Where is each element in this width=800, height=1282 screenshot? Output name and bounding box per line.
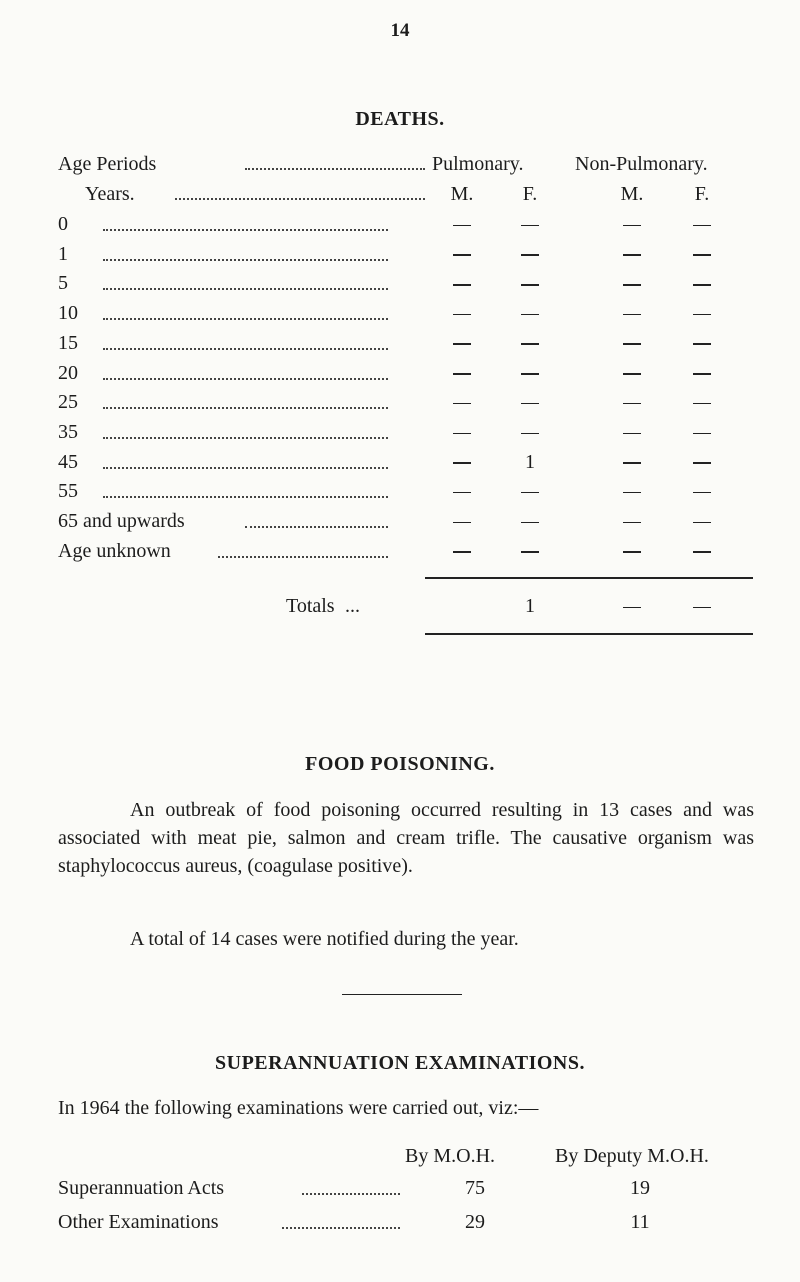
table-cell: 1 (525, 450, 535, 473)
years-header: Years. (85, 183, 135, 205)
dash-mark (623, 254, 641, 256)
dash-mark (693, 492, 711, 494)
leader-dots (103, 376, 388, 380)
dash-cell (682, 391, 722, 414)
age-period-label: 55 (58, 480, 78, 503)
totals-cell (682, 595, 722, 618)
totals-bottom-rule (425, 633, 753, 635)
deaths-title: DEATHS. (355, 108, 445, 130)
dash-mark (453, 254, 471, 256)
dash-mark (693, 551, 711, 553)
dash-cell (442, 451, 482, 474)
age-period-label: 25 (58, 391, 78, 414)
totals-cell (612, 595, 652, 618)
by-moh-header: By M.O.H. (405, 1145, 496, 1167)
dash-cell (442, 243, 482, 266)
dash-mark (453, 343, 471, 345)
dash-cell (612, 391, 652, 414)
sex-label-pulmonary-f: F. (522, 183, 538, 205)
by-deputy-header: By Deputy M.O.H. (555, 1145, 709, 1167)
exam-type-label: Other Examinations (58, 1211, 219, 1233)
leader-dots (245, 524, 388, 528)
age-period-label: 20 (58, 361, 78, 384)
dash-mark (521, 551, 539, 553)
dash-mark (453, 522, 471, 524)
dash-cell (682, 213, 722, 236)
dash-cell (442, 272, 482, 295)
dash-mark (521, 254, 539, 256)
age-period-label: 65 and upwards (58, 510, 185, 532)
moh-count: 29 (465, 1211, 485, 1233)
superannuation-title: SUPERANNUATION EXAMINATIONS. (215, 1052, 585, 1074)
totals-dots: ... (345, 595, 360, 617)
section-divider (342, 994, 462, 995)
non-pulmonary-header: Non-Pulmonary. (575, 153, 708, 175)
food-poisoning-total: A total of 14 cases were notified during the year. (130, 928, 519, 950)
dash-mark (453, 403, 471, 405)
dash-mark (693, 343, 711, 345)
dash-cell (442, 540, 482, 563)
dash-cell (442, 510, 482, 533)
dash-cell (682, 272, 722, 295)
dash-mark (521, 403, 539, 405)
leader-dots (103, 405, 388, 409)
dash-mark (623, 284, 641, 286)
dash-cell (510, 332, 550, 355)
leader-dots (302, 1191, 400, 1195)
dash-cell (442, 302, 482, 325)
dash-mark (623, 462, 641, 464)
age-period-label: 15 (58, 331, 78, 354)
dash-cell (682, 421, 722, 444)
food-poisoning-title: FOOD POISONING. (305, 753, 495, 775)
years-leader-dots (175, 196, 425, 200)
dash-mark (623, 607, 641, 609)
dash-mark (453, 284, 471, 286)
age-period-label: 45 (58, 450, 78, 473)
sex-label-non-pulmonary-f: F. (694, 183, 710, 205)
leader-dots (103, 465, 388, 469)
dash-cell (682, 540, 722, 563)
dash-cell (442, 421, 482, 444)
dash-cell (442, 362, 482, 385)
dash-mark (623, 522, 641, 524)
header-leader-dots (245, 166, 425, 170)
age-period-label: 0 (58, 213, 68, 235)
pulmonary-header: Pulmonary. (432, 153, 524, 175)
page-number: 14 (390, 20, 410, 41)
dash-mark (623, 225, 641, 227)
dash-mark (453, 373, 471, 375)
dash-mark (693, 607, 711, 609)
dash-mark (693, 403, 711, 405)
dash-mark (521, 433, 539, 435)
dash-cell (510, 540, 550, 563)
dash-mark (453, 225, 471, 227)
dash-cell (510, 480, 550, 503)
age-period-label: 35 (58, 420, 78, 443)
dash-mark (693, 284, 711, 286)
dash-cell (612, 213, 652, 236)
dash-mark (453, 492, 471, 494)
leader-dots (103, 227, 388, 231)
dash-cell (682, 362, 722, 385)
leader-dots (282, 1225, 400, 1229)
totals-label: Totals (286, 595, 335, 617)
age-period-label: Age unknown (58, 539, 171, 562)
dash-cell (442, 391, 482, 414)
dash-mark (623, 433, 641, 435)
dash-mark (453, 314, 471, 316)
dash-cell (442, 332, 482, 355)
leader-dots (103, 494, 388, 498)
totals-top-rule (425, 577, 753, 579)
deputy-count: 11 (630, 1211, 650, 1233)
age-period-label: 10 (58, 302, 78, 325)
dash-cell (510, 213, 550, 236)
dash-cell (612, 451, 652, 474)
leader-dots (218, 554, 388, 558)
sex-label-pulmonary-m: M. (450, 183, 474, 205)
food-poisoning-paragraph: An outbreak of food poisoning occurred resulting in 13 cases and was associated with meat pie, salmon and cream trifle. The causative organism was staphylococcus aureus, (coagulase positive). (58, 799, 754, 877)
dash-cell (612, 510, 652, 533)
dash-mark (521, 314, 539, 316)
dash-cell (510, 302, 550, 325)
dash-cell (612, 362, 652, 385)
leader-dots (103, 316, 388, 320)
dash-cell (510, 391, 550, 414)
dash-cell (442, 480, 482, 503)
leader-dots (103, 346, 388, 350)
dash-cell (682, 243, 722, 266)
dash-cell (612, 332, 652, 355)
dash-mark (453, 433, 471, 435)
dash-mark (693, 373, 711, 375)
dash-cell (682, 480, 722, 503)
leader-dots (103, 257, 388, 261)
dash-mark (623, 314, 641, 316)
dash-mark (521, 343, 539, 345)
deputy-count: 19 (630, 1177, 650, 1199)
dash-mark (623, 492, 641, 494)
sex-label-non-pulmonary-m: M. (620, 183, 644, 205)
dash-mark (693, 433, 711, 435)
dash-mark (623, 403, 641, 405)
dash-cell (682, 510, 722, 533)
age-periods-header: Age Periods (58, 153, 157, 175)
dash-mark (521, 522, 539, 524)
dash-mark (521, 225, 539, 227)
superannuation-intro: In 1964 the following examinations were carried out, viz:— (58, 1097, 539, 1119)
dash-mark (623, 343, 641, 345)
dash-cell (510, 362, 550, 385)
moh-count: 75 (465, 1177, 485, 1199)
dash-cell (510, 272, 550, 295)
dash-cell (612, 421, 652, 444)
dash-cell (510, 243, 550, 266)
dash-cell (682, 332, 722, 355)
dash-mark (693, 314, 711, 316)
age-period-label: 5 (58, 272, 68, 295)
dash-mark (693, 225, 711, 227)
dash-cell (612, 302, 652, 325)
exam-type-label: Superannuation Acts (58, 1177, 225, 1199)
dash-cell (612, 272, 652, 295)
dash-mark (453, 551, 471, 553)
dash-cell (682, 302, 722, 325)
dash-mark (521, 373, 539, 375)
dash-cell (612, 243, 652, 266)
dash-cell (510, 510, 550, 533)
totals-cell: 1 (525, 595, 535, 617)
dash-mark (521, 492, 539, 494)
dash-mark (623, 373, 641, 375)
dash-mark (623, 551, 641, 553)
dash-cell (510, 421, 550, 444)
leader-dots (103, 286, 388, 290)
dash-cell (682, 451, 722, 474)
dash-mark (693, 522, 711, 524)
leader-dots (103, 435, 388, 439)
dash-mark (521, 284, 539, 286)
dash-cell (612, 540, 652, 563)
age-period-label: 1 (58, 242, 68, 265)
dash-mark (693, 254, 711, 256)
dash-mark (453, 462, 471, 464)
dash-cell (442, 213, 482, 236)
dash-mark (693, 462, 711, 464)
dash-cell (612, 480, 652, 503)
